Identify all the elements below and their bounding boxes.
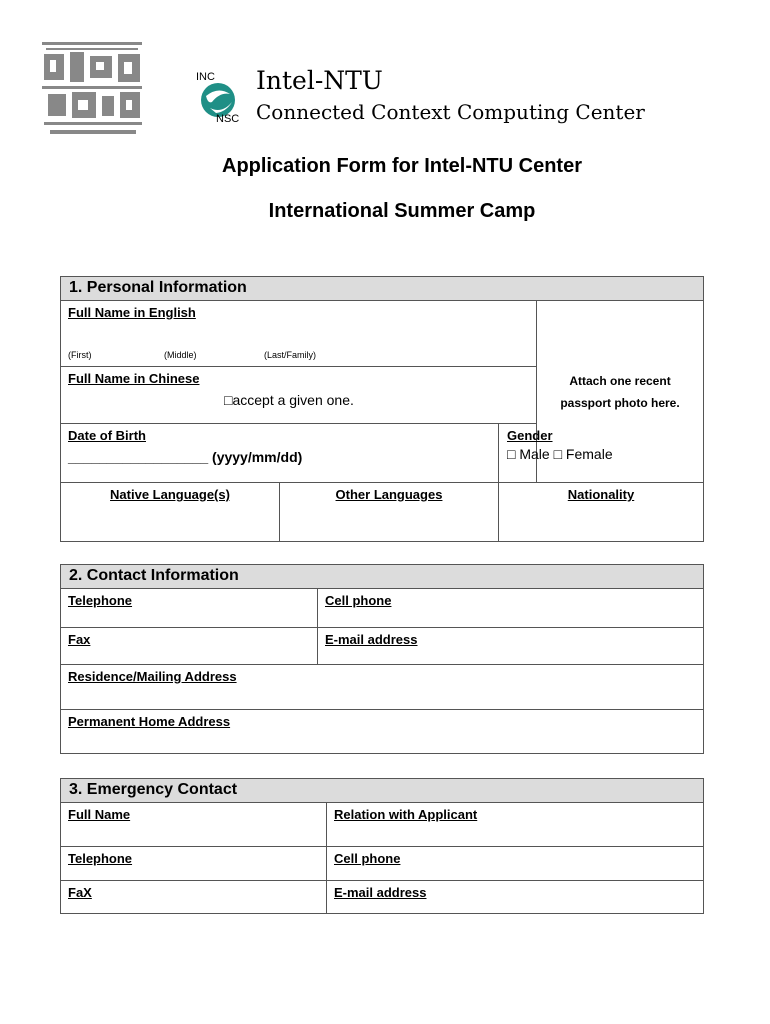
middle-name-hint: (Middle) <box>164 350 197 360</box>
other-languages-field[interactable] <box>280 483 499 542</box>
full-name-chinese-label: Full Name in Chinese <box>68 371 200 386</box>
nationality-label: Nationality <box>567 487 635 502</box>
permanent-address-field[interactable] <box>61 710 704 754</box>
personal-section-heading: 1. Personal Information <box>61 277 704 301</box>
gender-options[interactable]: □ Male □ Female <box>507 446 613 462</box>
emergency-fax-label: FaX <box>68 885 92 900</box>
emergency-full-name-field[interactable] <box>61 803 327 847</box>
residence-address-field[interactable] <box>61 665 704 710</box>
permanent-address-label: Permanent Home Address <box>68 714 231 729</box>
residence-address-label: Residence/Mailing Address <box>68 669 237 684</box>
emergency-cell-phone-field[interactable] <box>327 847 704 881</box>
date-of-birth-label: Date of Birth <box>68 428 146 443</box>
email-label: E-mail address <box>325 632 418 647</box>
emergency-email-field[interactable] <box>327 881 704 914</box>
photo-instruction-line2: passport photo here. <box>560 396 680 410</box>
first-name-hint: (First) <box>68 350 92 360</box>
logo-subtitle: Connected Context Computing Center <box>256 100 645 124</box>
qr-code-image <box>40 40 146 138</box>
accept-given-checkbox[interactable]: □accept a given one. <box>224 392 354 408</box>
emergency-telephone-field[interactable] <box>61 847 327 881</box>
gender-label: Gender <box>507 428 553 443</box>
logo-title: Intel-NTU <box>256 66 383 95</box>
cell-phone-label: Cell phone <box>325 593 392 608</box>
full-name-english-label: Full Name in English <box>68 305 196 320</box>
native-language-label: Native Language(s) <box>110 487 230 502</box>
telephone-field[interactable] <box>61 589 318 628</box>
inc-nsc-logo-icon <box>196 68 248 124</box>
emergency-full-name-label: Full Name <box>68 807 131 822</box>
fax-label: Fax <box>68 632 91 647</box>
logo-inc-text: INC <box>196 71 215 83</box>
other-languages-label: Other Languages <box>335 487 443 502</box>
full-name-chinese-field[interactable] <box>61 367 537 424</box>
emergency-fax-field[interactable] <box>61 881 327 914</box>
photo-instruction-line1: Attach one recent <box>569 374 671 388</box>
emergency-email-label: E-mail address <box>334 885 427 900</box>
emergency-section-heading: 3. Emergency Contact <box>61 779 704 803</box>
form-title-line1: Application Form for Intel-NTU Center <box>222 155 582 177</box>
full-name-english-field[interactable] <box>61 301 537 367</box>
logo-nsc-text: NSC <box>216 113 240 124</box>
date-of-birth-field[interactable] <box>61 424 499 483</box>
nationality-field[interactable] <box>499 483 704 542</box>
emergency-cell-phone-label: Cell phone <box>334 851 401 866</box>
relation-field[interactable] <box>327 803 704 847</box>
date-format-hint: __________________ (yyyy/mm/dd) <box>68 449 303 465</box>
telephone-label: Telephone <box>68 593 133 608</box>
fax-field[interactable] <box>61 628 318 665</box>
personal-information-table <box>60 276 704 542</box>
cell-phone-field[interactable] <box>318 589 704 628</box>
emergency-telephone-label: Telephone <box>68 851 133 866</box>
email-field[interactable] <box>318 628 704 665</box>
emergency-contact-table <box>60 778 704 914</box>
native-language-field[interactable] <box>61 483 280 542</box>
relation-label: Relation with Applicant <box>334 807 478 822</box>
contact-information-table <box>60 564 704 754</box>
form-title-line2: International Summer Camp <box>268 200 536 222</box>
contact-section-heading: 2. Contact Information <box>61 565 704 589</box>
last-name-hint: (Last/Family) <box>264 350 317 360</box>
gender-field[interactable] <box>499 424 613 483</box>
